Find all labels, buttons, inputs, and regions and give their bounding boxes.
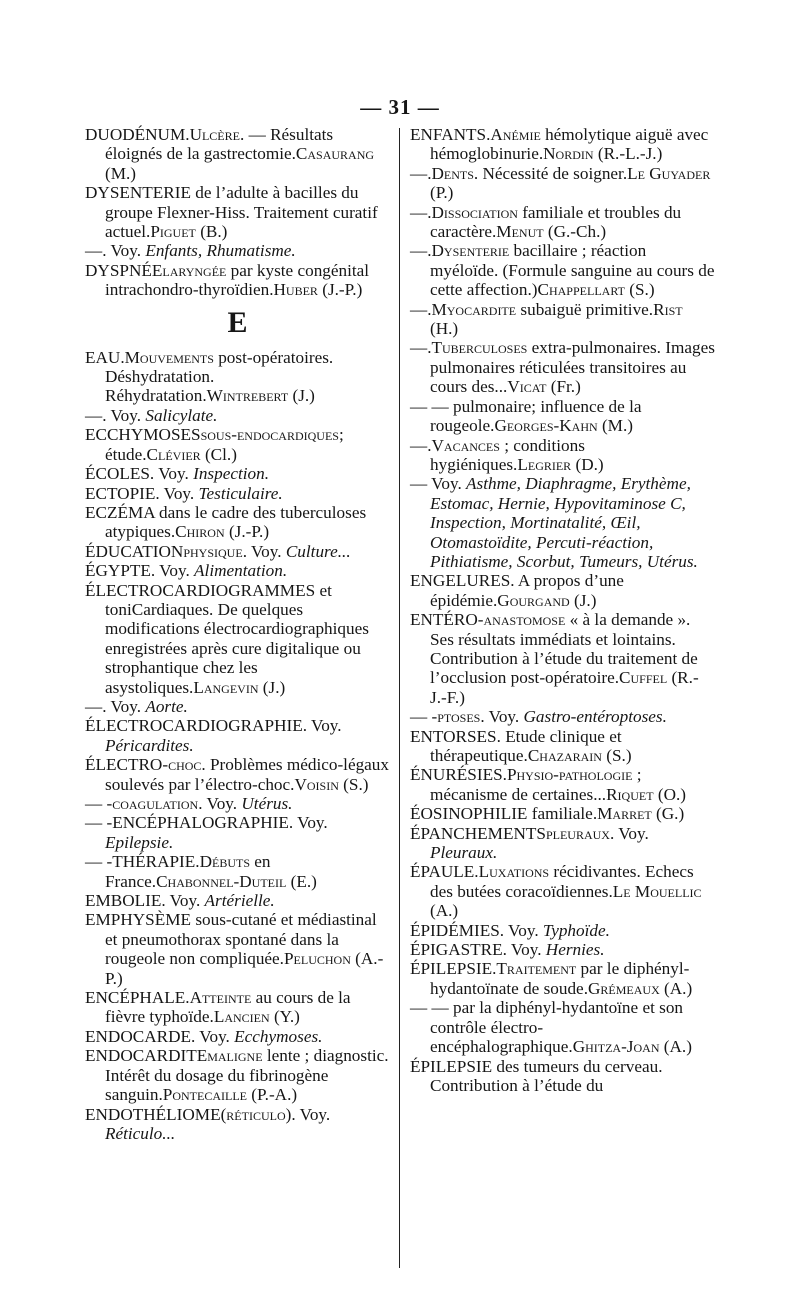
entry-heading: — —	[410, 396, 449, 416]
entry-text: Voy.	[504, 920, 543, 940]
entry-text: . Nécessité de soigner.	[473, 163, 628, 183]
entry-text: familiale.	[527, 804, 598, 824]
entry-text: sous-cutané et médiastinal et pneumothorax spontané dans la rougeole non compliquée.	[105, 910, 377, 969]
entry-author: Le Guyader	[627, 163, 711, 183]
entry-text: hémolytique aiguë avec hémoglobinurie.	[430, 125, 709, 164]
entry-text: en France.	[105, 852, 271, 891]
entry-reference: Hernies.	[545, 940, 605, 960]
entry-heading: ÉCOLES.	[85, 464, 155, 484]
entry-reference: Asthme, Diaphragme, Erythème, Estomac, Hernie, Hypovitaminose C, Inspection, Mortinatalité, Œil, Otomastoïdite, Percuti-réaction, Pithiatisme, Scorbut, Tumeurs, Utérus.	[430, 474, 698, 571]
index-entry	[410, 300, 715, 339]
index-entry	[410, 436, 715, 475]
entry-author: Chazarain	[527, 746, 602, 765]
entry-initials: (J.-P.)	[224, 522, 270, 542]
entry-initials: (R.-L.-J.)	[593, 144, 663, 164]
entry-author: Peluchon	[283, 949, 351, 969]
entry-initials: (J.-P.)	[317, 280, 363, 300]
entry-text: A propos d’une épidémie.	[430, 571, 624, 610]
entry-text: . Problèmes médico-légaux soulevés par l’électro-choc.	[105, 755, 389, 794]
entry-subheading: Physio-pathologie	[506, 765, 633, 785]
entry-text: et toniCardiaques. De quelques modifications électrocardiographiques enregistrées après cure digitalique ou strophantique chez les asystoliques.	[105, 580, 369, 697]
entry-reference: Réticulo...	[105, 1123, 176, 1143]
entry-heading: ÉPANCHEMENTS	[410, 823, 546, 843]
entry-heading: — -ENCÉPHALOGRAPHIE.	[85, 813, 294, 833]
entry-reference: Ecchymoses.	[234, 1026, 323, 1046]
entry-reference: Gastro-entéroptoses.	[523, 707, 667, 727]
entry-reference: Typhoïde.	[542, 920, 610, 940]
entry-heading: —.	[85, 696, 107, 716]
entry-author: Langevin	[193, 677, 259, 697]
entry-text: subaiguë primitive.	[516, 299, 654, 319]
entries-before-e	[85, 125, 390, 300]
index-entry	[85, 716, 390, 755]
entries-after-e	[85, 348, 390, 1144]
entry-text: Voy.	[165, 891, 205, 911]
index-entry	[410, 862, 715, 920]
entry-text: . Voy.	[198, 794, 242, 813]
entry-text: . Voy.	[291, 1104, 331, 1124]
entry-reference: Alimentation.	[194, 561, 288, 581]
entry-heading: ÉLECTROCARDIOGRAPHIE.	[85, 716, 308, 736]
entry-heading: ECCHYMOSES	[85, 425, 201, 445]
entry-initials: (Y.)	[269, 1007, 300, 1027]
index-entry	[85, 1027, 390, 1046]
entry-initials: (Fr.)	[546, 377, 581, 397]
entry-text: récidivantes. Echecs des butées coracoïdiennes.	[430, 862, 694, 901]
entry-subheading: Atteinte	[189, 988, 252, 1008]
page-number: — 31 —	[360, 95, 440, 119]
entry-subheading: Dysenterie	[431, 241, 510, 261]
entry-subheading: (réticulo)	[220, 1104, 292, 1124]
entry-text: des tumeurs du cerveau. Contribution à l’étude du	[430, 1056, 663, 1095]
entry-text: familiale et troubles du caractère.	[430, 202, 682, 242]
entry-reference: Epilepsie.	[105, 832, 174, 852]
index-entry	[85, 1046, 390, 1104]
entry-subheading: Mouvements	[124, 347, 214, 367]
entry-initials: (O.)	[653, 784, 687, 804]
entry-initials: (B.)	[195, 222, 228, 242]
entry-text: au cours de la fièvre typhoïde.	[105, 988, 351, 1027]
entry-author: Wintrebert	[206, 386, 289, 406]
entry-heading: EMPHYSÈME	[85, 910, 192, 930]
index-entry	[410, 824, 715, 863]
index-entry	[410, 241, 715, 299]
index-entry	[85, 910, 390, 988]
index-entry	[85, 561, 390, 580]
entry-text: ; mécanisme de certaines...	[430, 765, 642, 804]
index-entry	[85, 183, 390, 241]
index-entry	[85, 581, 390, 697]
entry-heading: —.	[85, 241, 107, 261]
entry-subheading: Dissociation	[431, 202, 518, 222]
entry-author: Vicat	[507, 377, 547, 397]
entry-author: Chiron	[175, 522, 225, 542]
entry-subheading: sous-endocardiques	[200, 425, 339, 445]
index-entry	[85, 1105, 390, 1144]
entry-reference: Pleuraux.	[430, 843, 498, 863]
entry-subheading: Luxations	[478, 862, 550, 882]
entry-reference: Artérielle.	[204, 891, 275, 911]
entry-initials: (P.-A.)	[246, 1085, 298, 1105]
entry-reference: Salicylate.	[145, 405, 218, 425]
entry-author: Gourgand	[497, 590, 570, 610]
entry-author: Piguet	[150, 222, 196, 242]
entry-subheading: maligne	[207, 1046, 263, 1066]
entry-author: Clévier	[146, 444, 201, 464]
entry-author: Menut	[496, 222, 544, 242]
entry-heading: —.	[410, 338, 432, 358]
entry-initials: (A.)	[659, 978, 693, 998]
entry-author: Chabonnel-Duteil	[156, 871, 287, 891]
entry-initials: (D.)	[571, 454, 604, 474]
entry-heading: ÉPILEPSIE	[410, 1056, 493, 1076]
entry-text: Voy.	[506, 940, 546, 960]
index-entry	[85, 755, 390, 794]
index-entry	[410, 203, 715, 242]
index-entry	[85, 241, 390, 260]
entry-initials: (G.-Ch.)	[543, 222, 607, 242]
entry-heading: DUODÉNUM.	[85, 125, 190, 144]
entry-heading: ECTOPIE.	[85, 483, 160, 503]
entry-initials: (M.)	[597, 416, 633, 436]
entry-subheading: choc	[168, 755, 202, 775]
entry-initials: (A.-P.)	[105, 949, 384, 988]
index-entry	[410, 959, 715, 998]
right-column	[410, 125, 715, 1095]
entry-heading: ECZÉMA	[85, 502, 155, 522]
index-entry	[410, 921, 715, 940]
entry-author: Georges-Kahn	[494, 416, 598, 436]
entry-heading: —.	[85, 405, 107, 425]
entry-initials: (S.)	[624, 280, 655, 300]
entry-text: extra-pulmonaires. Images pulmonaires réticulées transitoires au cours des...	[430, 338, 715, 397]
entry-subheading: Tuberculoses	[431, 338, 528, 358]
index-entry	[410, 727, 715, 766]
entry-heading: ÉPAULE.	[410, 862, 479, 882]
entry-text: par la diphényl-hydantoïne et son contrôle électro-encéphalographique.	[430, 998, 684, 1057]
entry-text: ; étude.	[105, 425, 344, 464]
entry-author: Lancien	[213, 1007, 270, 1027]
entry-heading: —.	[410, 163, 432, 183]
entry-initials: (S.)	[338, 774, 369, 794]
index-entry	[85, 261, 390, 300]
entry-author: Ghitza-Joan	[572, 1037, 660, 1057]
entry-heading: ENDOCARDITE	[85, 1046, 208, 1066]
entry-text: « à la demande ». Ses résultats immédiats et lointains. Contribution à l’étude du traitement de l’occlusion post-opératoire.	[430, 610, 698, 688]
index-entry	[85, 503, 390, 542]
entry-initials: (E.)	[286, 871, 317, 891]
entry-heading: DYSENTERIE	[85, 183, 191, 203]
entry-heading: ÉLECTROCARDIOGRAMMES	[85, 580, 316, 600]
entry-text: post-opératoires. Déshydratation. Réhydratation.	[105, 347, 334, 406]
entry-subheading: Vacances	[431, 435, 500, 455]
index-entry	[410, 804, 715, 823]
entry-heading: — —	[410, 998, 449, 1018]
entry-text: Voy.	[154, 464, 194, 484]
index-entry	[410, 610, 715, 707]
index-entry	[410, 707, 715, 726]
entry-heading: ENTÉRO-	[410, 610, 484, 630]
entry-text: — Résultats éloignés de la gastrectomie.	[105, 125, 334, 164]
entry-text: . Voy.	[609, 823, 649, 843]
entry-author: Grémeaux	[588, 978, 660, 998]
entry-text: Voy.	[307, 716, 342, 736]
entry-subheading: Débuts	[199, 852, 250, 872]
entry-heading: ENGELURES.	[410, 571, 515, 591]
entry-subheading: physique	[183, 541, 243, 561]
entry-text: . Voy.	[242, 541, 286, 561]
entry-reference: Culture...	[285, 541, 351, 561]
entry-text: dans le cadre des tuberculoses atypiques.	[105, 502, 367, 542]
entry-initials: (J.)	[258, 677, 286, 697]
entry-text: Voy.	[159, 483, 199, 503]
entry-heading: — -	[410, 707, 438, 727]
entry-text: par kyste congénital intrachondro-thyroïdien.	[105, 260, 370, 300]
entry-text: Etude clinique et thérapeutique.	[430, 726, 622, 765]
entry-subheading: Myocardite	[431, 299, 517, 319]
entry-heading: —.	[410, 241, 432, 261]
entry-subheading: Anémie	[490, 125, 541, 144]
entry-text: ; conditions hygiéniques.	[430, 435, 585, 474]
entry-reference: Testiculaire.	[198, 483, 283, 503]
entry-heading: DYSPNÉE	[85, 260, 163, 280]
entry-text: de l’adulte à bacilles du groupe Flexner-Hiss. Traitement curatif actuel.	[105, 183, 378, 242]
entry-author: Le Mouellic	[612, 881, 702, 901]
index-entry	[410, 940, 715, 959]
entry-heading: —	[410, 474, 428, 494]
index-entry	[85, 794, 390, 813]
entry-text: Voy.	[106, 696, 146, 716]
index-entry	[85, 542, 390, 561]
index-entry	[85, 484, 390, 503]
index-entry	[410, 164, 715, 203]
section-letter: E	[227, 305, 248, 339]
entry-heading: EAU.	[85, 347, 125, 367]
entry-heading: ÉPIDÉMIES.	[410, 920, 505, 940]
entry-author: Legrier	[517, 454, 572, 474]
index-entry	[410, 125, 715, 164]
entry-heading: EMBOLIE.	[85, 891, 166, 911]
entry-heading: ENDOCARDE.	[85, 1026, 196, 1046]
index-entry	[85, 406, 390, 425]
entry-initials: (P.)	[430, 183, 454, 203]
index-entry	[410, 1057, 715, 1096]
entry-initials: (J.)	[569, 590, 597, 610]
index-entry	[85, 348, 390, 406]
entry-text: Voy.	[195, 1026, 235, 1046]
entry-subheading: ptoses	[437, 707, 481, 727]
entry-author: Chappellart	[537, 280, 625, 300]
entry-heading: —.	[410, 299, 432, 319]
entry-reference: Aorte.	[145, 696, 188, 716]
entry-text: lente ; diagnostic. Intérêt du dosage du fibrinogène sanguin.	[105, 1046, 389, 1105]
entry-author: Nordin	[543, 144, 594, 164]
entry-subheading: Dents	[431, 163, 474, 183]
entry-subheading: laryngée	[162, 260, 227, 280]
index-entry	[85, 852, 390, 891]
entry-author: Casaurang	[295, 144, 375, 164]
left-column	[85, 125, 390, 1143]
entry-text: par le diphényl-hydantoïnate de soude.	[430, 959, 690, 998]
entry-heading: ÉPIGASTRE.	[410, 940, 507, 960]
index-entry	[85, 125, 390, 183]
entry-initials: (J.)	[288, 386, 315, 406]
entry-author: Voisin	[294, 774, 339, 794]
entry-subheading: Ulcère.	[189, 125, 245, 144]
entry-heading: ENFANTS.	[410, 125, 491, 144]
entry-text: Voy.	[106, 405, 146, 425]
entry-initials: (A.)	[659, 1037, 692, 1057]
index-entry	[85, 891, 390, 910]
entry-subheading: Traitement	[496, 959, 577, 979]
entry-heading: ENCÉPHALE.	[85, 988, 190, 1008]
entry-initials: (M.)	[105, 163, 137, 183]
entry-author: Huber	[273, 280, 318, 300]
entry-heading: — -	[85, 794, 113, 813]
entry-heading: —.	[410, 202, 432, 222]
entry-subheading: coagulation	[112, 794, 199, 813]
entry-reference: Utérus.	[241, 794, 293, 813]
entry-reference: Enfants, Rhumatisme.	[145, 241, 296, 261]
entry-heading: ÉGYPTE.	[85, 561, 156, 581]
entry-heading: —.	[410, 435, 432, 455]
entry-text: pulmonaire; influence de la rougeole.	[430, 396, 642, 436]
entry-text: Voy.	[293, 813, 328, 833]
entry-heading: — -THÉRAPIE.	[85, 852, 200, 872]
index-entry	[85, 813, 390, 852]
index-entry	[85, 988, 390, 1027]
entry-reference: Péricardites.	[105, 735, 194, 755]
index-entry	[410, 397, 715, 436]
entry-initials: (H.)	[430, 319, 459, 339]
entry-heading: ENTORSES.	[410, 726, 501, 746]
index-entry	[410, 998, 715, 1056]
entry-author: Riquet	[606, 784, 654, 804]
entry-heading: ÉDUCATION	[85, 541, 184, 561]
index-entry	[410, 474, 715, 571]
index-entry	[410, 338, 715, 396]
entry-initials: (G.)	[651, 804, 685, 824]
column-divider	[399, 128, 400, 1268]
entry-initials: (A.)	[430, 901, 459, 921]
entry-text: Voy.	[427, 474, 467, 494]
entry-author: Marret	[597, 804, 652, 824]
entry-author: Rist	[653, 299, 683, 319]
index-entry	[85, 697, 390, 716]
entry-heading: ÉOSINOPHILIE	[410, 804, 528, 824]
entry-initials: (R.-J.-F.)	[430, 668, 699, 707]
index-entry	[410, 571, 715, 610]
entry-heading: ÉLECTRO-	[85, 755, 169, 775]
entry-heading: ÉNURÉSIES.	[410, 765, 507, 785]
entry-text: . Voy.	[480, 707, 524, 727]
entry-author: Cuffel	[619, 668, 668, 688]
index-entry	[410, 765, 715, 804]
index-entry	[85, 425, 390, 464]
entry-reference: Inspection.	[193, 464, 269, 484]
entry-heading: ÉPILEPSIE.	[410, 959, 497, 979]
entry-initials: (Cl.)	[200, 444, 237, 464]
entry-text: bacillaire ; réaction myéloïde. (Formule sanguine au cours de cette affection.)	[430, 241, 715, 300]
entries-right	[410, 125, 715, 1095]
entry-heading: ENDOTHÉLIOME	[85, 1104, 221, 1124]
entry-subheading: anastomose	[483, 610, 566, 630]
entry-text: Voy.	[106, 241, 146, 261]
entry-initials: (S.)	[601, 746, 632, 765]
index-entry	[85, 464, 390, 483]
entry-subheading: pleuraux	[545, 823, 610, 843]
entry-author: Pontecaille	[162, 1085, 247, 1105]
entry-text: Voy.	[155, 561, 195, 581]
